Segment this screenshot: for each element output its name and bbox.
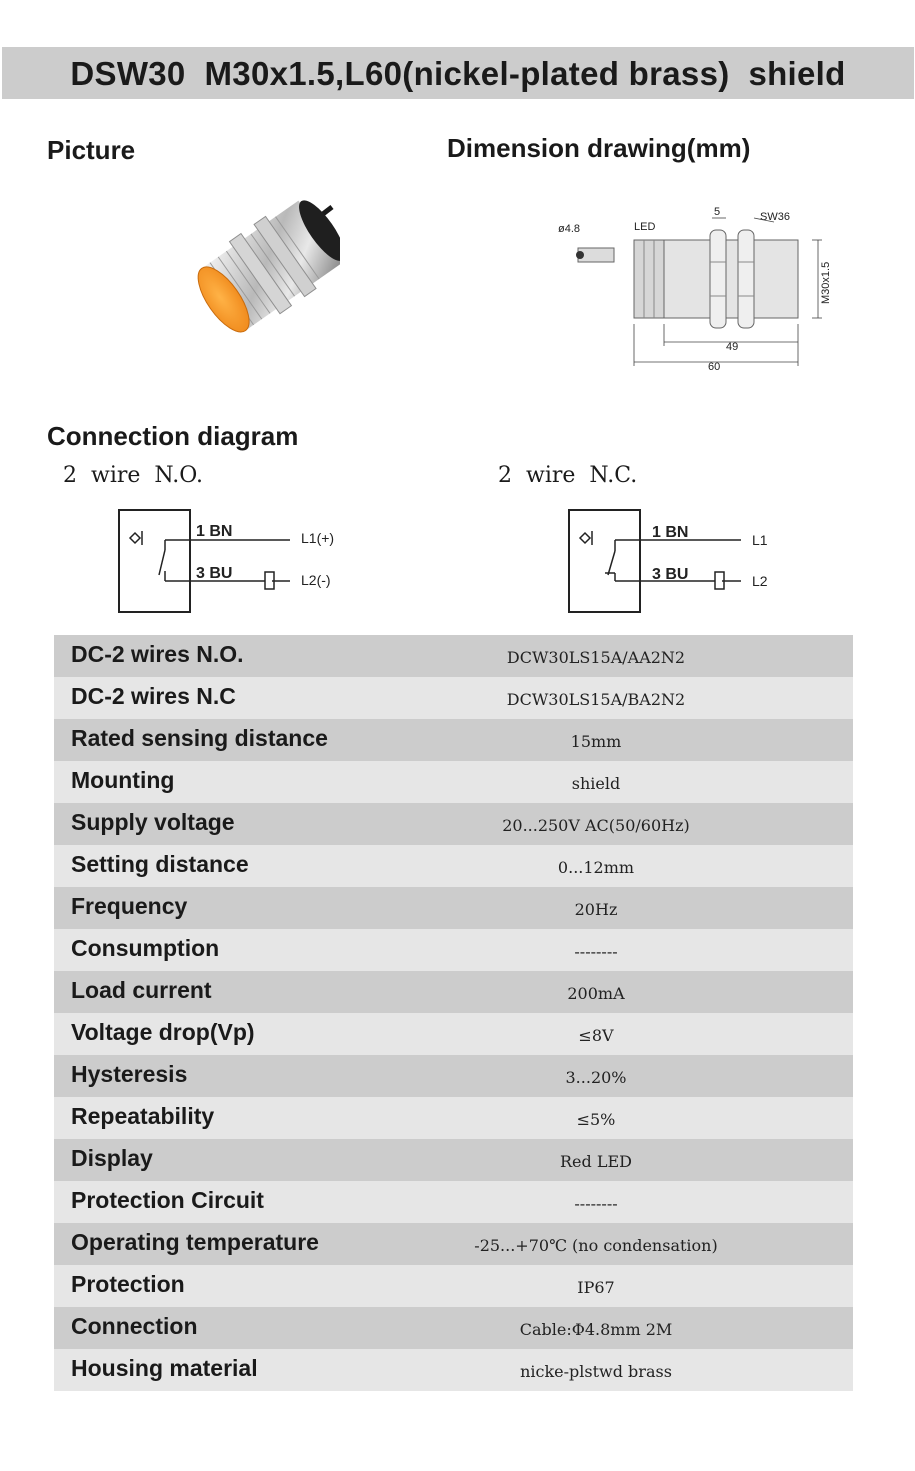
spec-value: Red LED: [560, 1152, 632, 1171]
table-row: [54, 677, 853, 719]
dimension-drawing: [548, 200, 848, 380]
spec-label: Connection: [71, 1313, 198, 1339]
connection-heading: Connection diagram: [47, 421, 299, 451]
picture-heading: Picture: [47, 135, 136, 165]
wiring-nc-wire1: 1 BN: [652, 524, 689, 541]
spec-value: --------: [574, 942, 618, 961]
spec-label: DC-2 wires N.C: [71, 683, 236, 709]
wiring-nc-wire2: 3 BU: [652, 566, 689, 583]
spec-label: Operating temperature: [71, 1229, 319, 1255]
title-bar: [2, 47, 914, 99]
spec-value: 3...20%: [565, 1068, 627, 1087]
table-row: [54, 1181, 853, 1223]
spec-value: --------: [574, 1194, 618, 1213]
table-row: [54, 1223, 853, 1265]
spec-label: Hysteresis: [71, 1061, 188, 1087]
spec-value: ≤8V: [578, 1026, 614, 1045]
wrench-size-label: SW36: [760, 211, 790, 223]
spec-label: Rated sensing distance: [71, 725, 328, 751]
table-row: [54, 1097, 853, 1139]
spec-value: 15mm: [570, 732, 622, 751]
spec-value: 20Hz: [574, 900, 618, 919]
table-row: [54, 803, 853, 845]
sensor-photo: [140, 200, 340, 370]
spec-value: -25...+70℃ (no condensation): [474, 1236, 718, 1255]
spec-label: Consumption: [71, 935, 220, 961]
table-row: [54, 929, 853, 971]
spec-label: Voltage drop(Vp): [71, 1019, 255, 1045]
spec-label: Supply voltage: [71, 809, 235, 835]
cable-diameter-label: ø4.8: [558, 223, 581, 235]
thread-label: M30x1.5: [820, 261, 832, 304]
table-row: [54, 1139, 853, 1181]
wiring-no-title: 2 wire N.O.: [63, 463, 203, 488]
spec-label: Housing material: [71, 1355, 258, 1381]
table-row: [54, 1349, 853, 1391]
spec-label: DC-2 wires N.O.: [71, 641, 244, 667]
total-length-label: 60: [708, 361, 721, 373]
wiring-no-term1: L1(+): [301, 530, 335, 546]
wiring-no-diagram: [115, 505, 355, 617]
wiring-nc-term1: L1: [752, 532, 768, 548]
nut-width-label: 5: [714, 206, 721, 218]
table-row: [54, 635, 853, 677]
spec-value: IP67: [577, 1278, 615, 1297]
spec-value: DCW30LS15A/BA2N2: [506, 690, 686, 709]
spec-label: Repeatability: [71, 1103, 215, 1129]
page-title: DSW30 M30x1.5,L60(nickel-plated brass) shield: [70, 55, 846, 92]
dimension-heading: Dimension drawing(mm): [447, 133, 751, 163]
spec-value: DCW30LS15A/AA2N2: [506, 648, 686, 667]
spec-value: ≤5%: [576, 1110, 616, 1129]
spec-label: Protection: [71, 1271, 185, 1297]
thread-length-label: 49: [726, 341, 739, 353]
spec-label: Display: [71, 1145, 153, 1171]
spec-value: shield: [571, 774, 621, 793]
table-row: [54, 971, 853, 1013]
spec-label: Load current: [71, 977, 212, 1003]
wiring-nc-title: 2 wire N.C.: [498, 463, 638, 488]
spec-value: 0...12mm: [557, 858, 635, 877]
table-row: [54, 845, 853, 887]
led-label: LED: [634, 221, 656, 233]
table-row: [54, 887, 853, 929]
spec-label: Mounting: [71, 767, 175, 793]
wiring-no-wire2: 3 BU: [196, 565, 233, 582]
table-row: [54, 719, 853, 761]
table-row: [54, 1307, 853, 1349]
spec-value: Cable:Φ4.8mm 2M: [519, 1320, 673, 1339]
wiring-no-wire1: 1 BN: [196, 523, 233, 540]
spec-label: Setting distance: [71, 851, 249, 877]
table-row: [54, 1265, 853, 1307]
table-row: [54, 1013, 853, 1055]
spec-table: [54, 635, 853, 1391]
table-row: [54, 761, 853, 803]
wiring-no-term2: L2(-): [301, 572, 331, 588]
wiring-nc-term2: L2: [752, 573, 768, 589]
wiring-nc-diagram: [565, 505, 785, 617]
spec-value: nicke-plstwd brass: [520, 1362, 672, 1381]
spec-value: 20...250V AC(50/60Hz): [502, 816, 690, 835]
spec-label: Frequency: [71, 893, 188, 919]
spec-value: 200mA: [567, 984, 625, 1003]
spec-label: Protection Circuit: [71, 1187, 264, 1213]
table-row: [54, 1055, 853, 1097]
